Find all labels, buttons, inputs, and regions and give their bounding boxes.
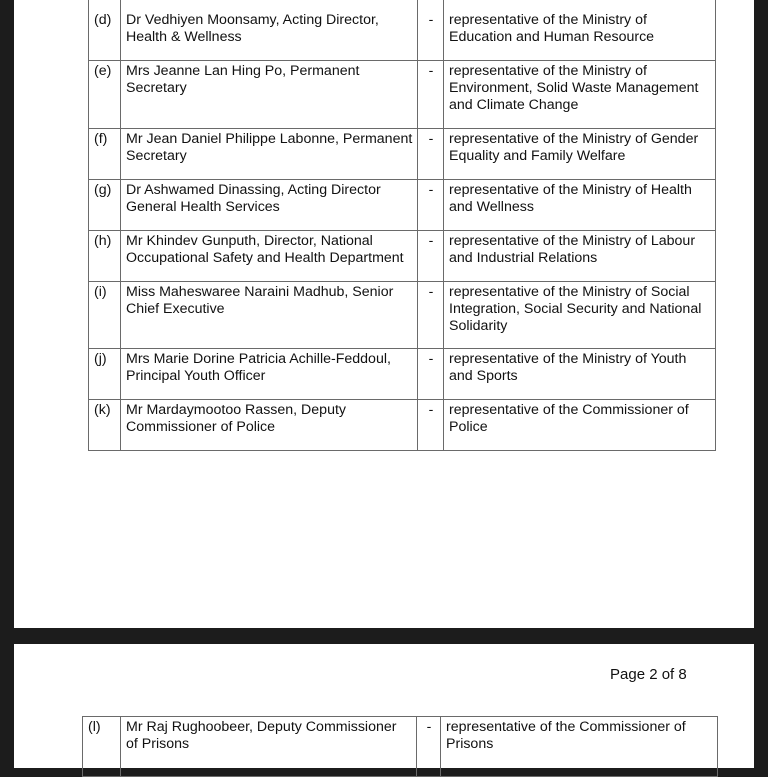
- member-role: representative of the Ministry of Health and Wellness: [444, 180, 716, 231]
- member-name: Mrs Marie Dorine Patricia Achille-Feddoul, Principal Youth Officer: [121, 349, 418, 400]
- page-number: Page 2 of 8: [610, 666, 687, 683]
- item-label: (k): [89, 400, 121, 451]
- member-name: Dr Vedhiyen Moonsamy, Acting Director, Health & Wellness: [121, 0, 418, 61]
- table-row: [89, 0, 716, 61]
- member-role: representative of the Commissioner of Police: [444, 400, 716, 451]
- table-row: [89, 61, 716, 129]
- dash-separator: -: [418, 61, 444, 129]
- member-name: Mr Mardaymootoo Rassen, Deputy Commissioner of Police: [121, 400, 418, 451]
- item-label: (f): [89, 129, 121, 180]
- dash-separator: -: [418, 0, 444, 61]
- dash-separator: -: [418, 231, 444, 282]
- table-row: [89, 282, 716, 349]
- table-row: [89, 231, 716, 282]
- item-label: (l): [83, 717, 121, 777]
- table-row: [89, 400, 716, 451]
- member-name: Dr Ashwamed Dinassing, Acting Director General Health Services: [121, 180, 418, 231]
- document-page-2: [14, 644, 754, 768]
- dash-separator: -: [418, 282, 444, 349]
- table-row: [89, 180, 716, 231]
- member-role: representative of the Ministry of Gender Equality and Family Welfare: [444, 129, 716, 180]
- member-role: representative of the Ministry of Social Integration, Social Security and National Solidarity: [444, 282, 716, 349]
- members-table: [88, 0, 716, 451]
- member-role: representative of the Ministry of Environment, Solid Waste Management and Climate Change: [444, 61, 716, 129]
- member-name: Mr Raj Rughoobeer, Deputy Commissioner of Prisons: [121, 717, 417, 777]
- member-role: representative of the Ministry of Education and Human Resource: [444, 0, 716, 61]
- member-name: Miss Maheswaree Naraini Madhub, Senior Chief Executive: [121, 282, 418, 349]
- member-role: representative of the Commissioner of Prisons: [441, 717, 718, 777]
- item-label: (i): [89, 282, 121, 349]
- table-row: [89, 349, 716, 400]
- table-row: [89, 129, 716, 180]
- dash-separator: -: [418, 180, 444, 231]
- document-page-1: [14, 0, 754, 628]
- item-label: (e): [89, 61, 121, 129]
- member-name: Mrs Jeanne Lan Hing Po, Permanent Secretary: [121, 61, 418, 129]
- item-label: (d): [89, 0, 121, 61]
- member-name: Mr Jean Daniel Philippe Labonne, Permanent Secretary: [121, 129, 418, 180]
- item-label: (j): [89, 349, 121, 400]
- member-role: representative of the Ministry of Youth and Sports: [444, 349, 716, 400]
- dash-separator: -: [418, 129, 444, 180]
- member-name: Mr Khindev Gunputh, Director, National Occupational Safety and Health Department: [121, 231, 418, 282]
- dash-separator: -: [418, 349, 444, 400]
- item-label: (h): [89, 231, 121, 282]
- item-label: (g): [89, 180, 121, 231]
- dash-separator: -: [417, 717, 441, 777]
- member-role: representative of the Ministry of Labour and Industrial Relations: [444, 231, 716, 282]
- dash-separator: -: [418, 400, 444, 451]
